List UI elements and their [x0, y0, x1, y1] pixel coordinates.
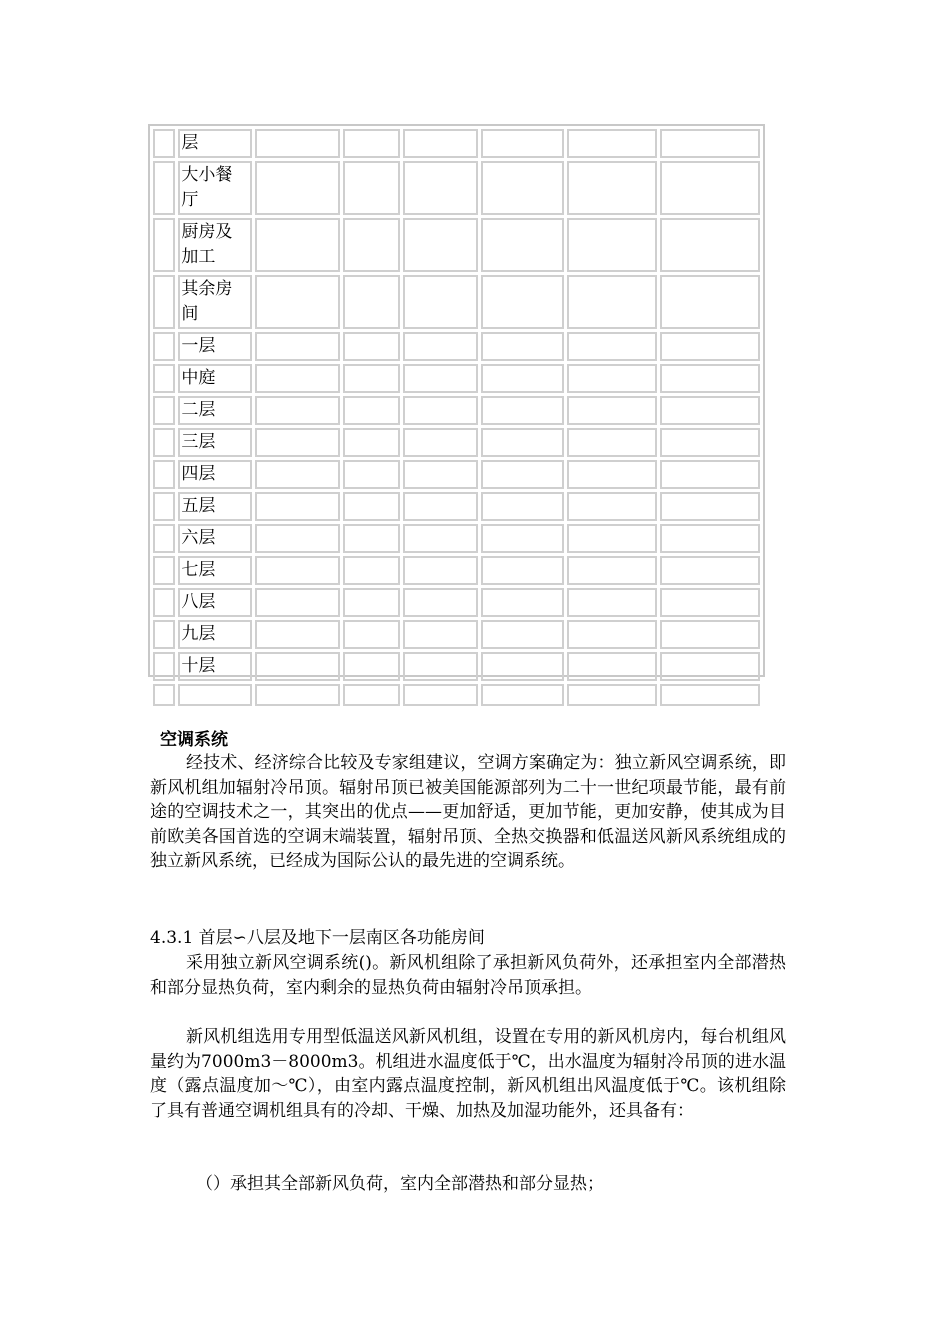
table-cell — [403, 218, 477, 272]
table-cell — [153, 620, 175, 649]
table-cell — [343, 524, 400, 553]
table-cell — [567, 652, 657, 681]
table-cell — [343, 332, 400, 361]
table-cell — [660, 524, 760, 553]
table-cell — [567, 275, 657, 329]
table-cell — [255, 652, 341, 681]
table-cell — [343, 620, 400, 649]
table-cell — [660, 218, 760, 272]
table-cell — [343, 129, 400, 158]
table-cell — [343, 218, 400, 272]
table-cell — [481, 218, 565, 272]
table-cell — [403, 492, 477, 521]
table-row — [153, 129, 760, 158]
table-cell — [660, 428, 760, 457]
table-cell — [343, 492, 400, 521]
table-body — [153, 129, 760, 706]
table-row — [153, 460, 760, 489]
table-cell — [343, 364, 400, 393]
table-cell — [481, 556, 565, 585]
table-cell — [153, 428, 175, 457]
table-row — [153, 524, 760, 553]
table-row — [153, 492, 760, 521]
table-cell — [481, 652, 565, 681]
table-cell — [660, 129, 760, 158]
table-cell — [481, 275, 565, 329]
table-cell — [403, 332, 477, 361]
row-label-cell: 五层 — [178, 492, 251, 521]
table-cell — [153, 396, 175, 425]
table-cell — [403, 684, 477, 706]
table-cell — [481, 492, 565, 521]
table-cell — [255, 556, 341, 585]
table-cell — [255, 275, 341, 329]
table-cell — [403, 275, 477, 329]
section-intro-paragraph: 经技术、经济综合比较及专家组建议，空调方案确定为：独立新风空调系统，即新风机组加辐射冷吊顶。辐射吊顶已被美国能源部列为二十一世纪项最节能，最有前途的空调技术之一，其突出的优点——更加舒适，更加节能，更加安静，使其成为目前欧美各国首选的空调末端装置，辐射吊顶、全热交换器和低温送风新风系统组成的独立新风系统，已经成为国际公认的最先进的空调系统。 — [150, 753, 786, 871]
table-cell — [567, 620, 657, 649]
table-cell — [660, 161, 760, 215]
table-cell — [343, 684, 400, 706]
row-label-cell: 中庭 — [178, 364, 251, 393]
table-row — [153, 588, 760, 617]
table-cell — [481, 460, 565, 489]
row-label-cell: 大小餐厅 — [178, 161, 251, 215]
table-cell — [567, 332, 657, 361]
table-cell — [481, 620, 565, 649]
table-cell — [403, 396, 477, 425]
table-cell — [153, 129, 175, 158]
table-cell — [660, 364, 760, 393]
table-cell — [153, 588, 175, 617]
table-cell — [481, 684, 565, 706]
table-cell — [403, 556, 477, 585]
table-cell — [567, 588, 657, 617]
table-cell — [153, 275, 175, 329]
table-cell — [567, 129, 657, 158]
row-label-cell: 三层 — [178, 428, 251, 457]
table-cell — [660, 620, 760, 649]
table-cell — [343, 588, 400, 617]
table-cell — [343, 556, 400, 585]
table-cell — [481, 332, 565, 361]
row-label-cell: 其余房间 — [178, 275, 251, 329]
table-cell — [343, 652, 400, 681]
table-cell — [403, 428, 477, 457]
table-row — [153, 275, 760, 329]
table-cell — [567, 492, 657, 521]
table-cell — [567, 396, 657, 425]
table-cell — [255, 588, 341, 617]
table-cell — [481, 428, 565, 457]
table-cell — [660, 652, 760, 681]
row-label-cell: 层 — [178, 129, 251, 158]
table-cell — [403, 129, 477, 158]
table-cell — [567, 428, 657, 457]
table-cell — [255, 492, 341, 521]
subsection-paragraph-1: 采用独立新风空调系统()。新风机组除了承担新风负荷外，还承担室内全部潜热和部分显热负荷，室内剩余的显热负荷由辐射冷吊顶承担。 — [150, 953, 786, 998]
table-cell — [567, 524, 657, 553]
table-row — [153, 652, 760, 681]
table-cell — [403, 460, 477, 489]
table-cell — [403, 652, 477, 681]
table-row — [153, 161, 760, 215]
table-cell — [481, 524, 565, 553]
table-cell — [567, 460, 657, 489]
table-cell — [153, 524, 175, 553]
table-cell — [343, 396, 400, 425]
table-cell — [255, 620, 341, 649]
subsection-paragraph-2: 新风机组选用专用型低温送风新风机组，设置在专用的新风机房内，每台机组风量约为7000m3－8000m3。机组进水温度低于℃，出水温度为辐射冷吊顶的进水温度（露点温度加～℃），由室内露点温度控制，新风机组出风温度低于℃。该机组除了具有普通空调机组具有的冷却、干燥、加热及加湿功能外，还具备有： — [150, 1027, 786, 1121]
table-cell — [567, 556, 657, 585]
table-cell — [343, 161, 400, 215]
table-cell — [153, 492, 175, 521]
table-cell — [481, 129, 565, 158]
table-cell — [255, 161, 341, 215]
table-row — [153, 620, 760, 649]
table-cell — [255, 332, 341, 361]
table-cell — [153, 332, 175, 361]
table-cell — [153, 460, 175, 489]
table-cell — [660, 684, 760, 706]
table-cell — [153, 161, 175, 215]
table-cell — [255, 460, 341, 489]
table-cell — [403, 524, 477, 553]
row-label-cell: 六层 — [178, 524, 251, 553]
table-row — [153, 364, 760, 393]
table-cell — [403, 161, 477, 215]
table-cell — [481, 161, 565, 215]
row-label-cell: 十层 — [178, 652, 251, 681]
table-cell — [481, 396, 565, 425]
section-heading: 空调系统 — [160, 730, 228, 750]
row-label-cell: 一层 — [178, 332, 251, 361]
row-label-cell: 八层 — [178, 588, 251, 617]
table-cell — [153, 652, 175, 681]
table-row — [153, 332, 760, 361]
table-cell — [255, 524, 341, 553]
table-cell — [255, 428, 341, 457]
table-cell — [660, 332, 760, 361]
table-cell — [255, 129, 341, 158]
table-cell — [343, 275, 400, 329]
data-table — [148, 124, 765, 677]
table-row — [153, 218, 760, 272]
table-cell — [567, 684, 657, 706]
table-cell — [660, 556, 760, 585]
table-cell — [660, 460, 760, 489]
table-cell — [343, 428, 400, 457]
table-cell — [567, 218, 657, 272]
table-row — [153, 556, 760, 585]
table-cell — [481, 364, 565, 393]
table-row — [153, 428, 760, 457]
row-label-cell: 七层 — [178, 556, 251, 585]
table-cell — [660, 396, 760, 425]
table-cell — [153, 684, 175, 706]
table-cell — [567, 364, 657, 393]
row-label-cell — [178, 684, 251, 706]
table-cell — [153, 218, 175, 272]
row-label-cell: 厨房及加工 — [178, 218, 251, 272]
table-cell — [255, 218, 341, 272]
table-cell — [255, 396, 341, 425]
table-cell — [153, 364, 175, 393]
table-row — [153, 684, 760, 706]
table-row — [153, 396, 760, 425]
subsection-title: 4.3.1 首层∽八层及地下一层南区各功能房间 — [150, 928, 485, 948]
table-cell — [481, 588, 565, 617]
table-cell — [255, 684, 341, 706]
table-cell — [567, 161, 657, 215]
table-cell — [660, 492, 760, 521]
table-cell — [255, 364, 341, 393]
row-label-cell: 四层 — [178, 460, 251, 489]
table-cell — [403, 588, 477, 617]
table-cell — [153, 556, 175, 585]
row-label-cell: 二层 — [178, 396, 251, 425]
floor-table — [150, 126, 763, 709]
table-cell — [403, 620, 477, 649]
table-cell — [343, 460, 400, 489]
row-label-cell: 九层 — [178, 620, 251, 649]
table-cell — [660, 275, 760, 329]
list-item-1: （）承担其全部新风负荷，室内全部潜热和部分显热； — [196, 1174, 604, 1194]
table-cell — [403, 364, 477, 393]
table-cell — [660, 588, 760, 617]
